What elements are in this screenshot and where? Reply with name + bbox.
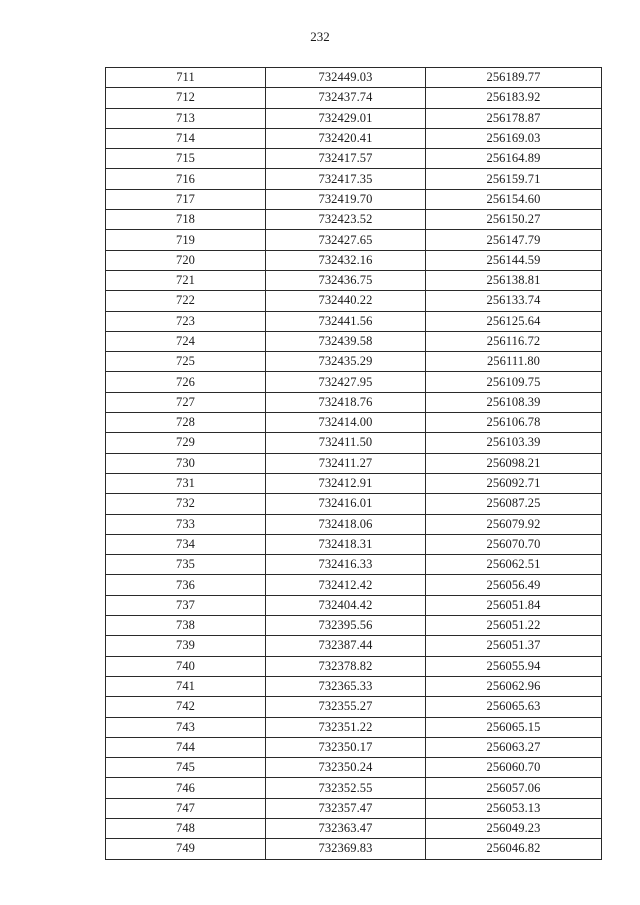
y-coordinate-cell: 256138.81: [426, 270, 602, 290]
point-number-cell: 712: [106, 88, 266, 108]
y-coordinate-cell: 256154.60: [426, 189, 602, 209]
point-number-cell: 725: [106, 352, 266, 372]
y-coordinate-cell: 256150.27: [426, 210, 602, 230]
point-number-cell: 721: [106, 270, 266, 290]
y-coordinate-cell: 256092.71: [426, 473, 602, 493]
table-row: [106, 352, 602, 372]
y-coordinate-cell: 256063.27: [426, 737, 602, 757]
table-row: [106, 413, 602, 433]
point-number-cell: 730: [106, 453, 266, 473]
y-coordinate-cell: 256109.75: [426, 372, 602, 392]
y-coordinate-cell: 256116.72: [426, 331, 602, 351]
point-number-cell: 731: [106, 473, 266, 493]
x-coordinate-cell: 732411.50: [266, 433, 426, 453]
point-number-cell: 748: [106, 818, 266, 838]
table-row: [106, 88, 602, 108]
table-row: [106, 392, 602, 412]
x-coordinate-cell: 732423.52: [266, 210, 426, 230]
point-number-cell: 745: [106, 758, 266, 778]
table-row: [106, 575, 602, 595]
x-coordinate-cell: 732440.22: [266, 291, 426, 311]
x-coordinate-cell: 732412.91: [266, 473, 426, 493]
point-number-cell: 727: [106, 392, 266, 412]
point-number-cell: 732: [106, 494, 266, 514]
point-number-cell: 715: [106, 149, 266, 169]
table-row: [106, 189, 602, 209]
x-coordinate-cell: 732437.74: [266, 88, 426, 108]
table-row: [106, 697, 602, 717]
x-coordinate-cell: 732449.03: [266, 68, 426, 88]
y-coordinate-cell: 256051.22: [426, 616, 602, 636]
x-coordinate-cell: 732365.33: [266, 676, 426, 696]
point-number-cell: 714: [106, 128, 266, 148]
point-number-cell: 720: [106, 250, 266, 270]
y-coordinate-cell: 256053.13: [426, 798, 602, 818]
table-row: [106, 372, 602, 392]
point-number-cell: 733: [106, 514, 266, 534]
point-number-cell: 735: [106, 555, 266, 575]
point-number-cell: 746: [106, 778, 266, 798]
x-coordinate-cell: 732369.83: [266, 839, 426, 859]
y-coordinate-cell: 256169.03: [426, 128, 602, 148]
y-coordinate-cell: 256062.51: [426, 555, 602, 575]
point-number-cell: 711: [106, 68, 266, 88]
y-coordinate-cell: 256144.59: [426, 250, 602, 270]
table-row: [106, 818, 602, 838]
x-coordinate-cell: 732357.47: [266, 798, 426, 818]
point-number-cell: 713: [106, 108, 266, 128]
point-number-cell: 723: [106, 311, 266, 331]
table-row: [106, 514, 602, 534]
point-number-cell: 718: [106, 210, 266, 230]
x-coordinate-cell: 732439.58: [266, 331, 426, 351]
point-number-cell: 741: [106, 676, 266, 696]
x-coordinate-cell: 732350.17: [266, 737, 426, 757]
y-coordinate-cell: 256183.92: [426, 88, 602, 108]
coordinates-table-body: [106, 68, 602, 860]
x-coordinate-cell: 732432.16: [266, 250, 426, 270]
point-number-cell: 728: [106, 413, 266, 433]
y-coordinate-cell: 256056.49: [426, 575, 602, 595]
table-row: [106, 250, 602, 270]
table-row: [106, 169, 602, 189]
x-coordinate-cell: 732427.65: [266, 230, 426, 250]
point-number-cell: 740: [106, 656, 266, 676]
x-coordinate-cell: 732350.24: [266, 758, 426, 778]
y-coordinate-cell: 256057.06: [426, 778, 602, 798]
table-row: [106, 230, 602, 250]
y-coordinate-cell: 256060.70: [426, 758, 602, 778]
table-row: [106, 758, 602, 778]
point-number-cell: 739: [106, 636, 266, 656]
table-row: [106, 433, 602, 453]
table-row: [106, 453, 602, 473]
table-row: [106, 636, 602, 656]
y-coordinate-cell: 256065.15: [426, 717, 602, 737]
y-coordinate-cell: 256062.96: [426, 676, 602, 696]
y-coordinate-cell: 256051.84: [426, 595, 602, 615]
y-coordinate-cell: 256079.92: [426, 514, 602, 534]
y-coordinate-cell: 256070.70: [426, 534, 602, 554]
table-row: [106, 616, 602, 636]
table-row: [106, 798, 602, 818]
point-number-cell: 738: [106, 616, 266, 636]
y-coordinate-cell: 256178.87: [426, 108, 602, 128]
y-coordinate-cell: 256087.25: [426, 494, 602, 514]
x-coordinate-cell: 732419.70: [266, 189, 426, 209]
point-number-cell: 747: [106, 798, 266, 818]
x-coordinate-cell: 732429.01: [266, 108, 426, 128]
x-coordinate-cell: 732355.27: [266, 697, 426, 717]
point-number-cell: 743: [106, 717, 266, 737]
table-row: [106, 291, 602, 311]
x-coordinate-cell: 732387.44: [266, 636, 426, 656]
x-coordinate-cell: 732416.01: [266, 494, 426, 514]
point-number-cell: 719: [106, 230, 266, 250]
x-coordinate-cell: 732363.47: [266, 818, 426, 838]
table-row: [106, 331, 602, 351]
x-coordinate-cell: 732395.56: [266, 616, 426, 636]
y-coordinate-cell: 256065.63: [426, 697, 602, 717]
point-number-cell: 749: [106, 839, 266, 859]
y-coordinate-cell: 256055.94: [426, 656, 602, 676]
table-row: [106, 737, 602, 757]
x-coordinate-cell: 732352.55: [266, 778, 426, 798]
table-row: [106, 778, 602, 798]
x-coordinate-cell: 732417.57: [266, 149, 426, 169]
table-row: [106, 717, 602, 737]
point-number-cell: 726: [106, 372, 266, 392]
point-number-cell: 744: [106, 737, 266, 757]
x-coordinate-cell: 732435.29: [266, 352, 426, 372]
point-number-cell: 734: [106, 534, 266, 554]
y-coordinate-cell: 256103.39: [426, 433, 602, 453]
x-coordinate-cell: 732427.95: [266, 372, 426, 392]
x-coordinate-cell: 732412.42: [266, 575, 426, 595]
point-number-cell: 716: [106, 169, 266, 189]
table-row: [106, 839, 602, 859]
x-coordinate-cell: 732351.22: [266, 717, 426, 737]
x-coordinate-cell: 732436.75: [266, 270, 426, 290]
table-row: [106, 68, 602, 88]
x-coordinate-cell: 732418.76: [266, 392, 426, 412]
y-coordinate-cell: 256133.74: [426, 291, 602, 311]
table-row: [106, 149, 602, 169]
point-number-cell: 724: [106, 331, 266, 351]
y-coordinate-cell: 256049.23: [426, 818, 602, 838]
y-coordinate-cell: 256164.89: [426, 149, 602, 169]
y-coordinate-cell: 256051.37: [426, 636, 602, 656]
x-coordinate-cell: 732418.06: [266, 514, 426, 534]
table-row: [106, 555, 602, 575]
y-coordinate-cell: 256098.21: [426, 453, 602, 473]
y-coordinate-cell: 256189.77: [426, 68, 602, 88]
y-coordinate-cell: 256106.78: [426, 413, 602, 433]
table-row: [106, 128, 602, 148]
table-row: [106, 473, 602, 493]
table-row: [106, 656, 602, 676]
y-coordinate-cell: 256111.80: [426, 352, 602, 372]
coordinates-table: [105, 67, 602, 860]
table-row: [106, 595, 602, 615]
point-number-cell: 736: [106, 575, 266, 595]
y-coordinate-cell: 256125.64: [426, 311, 602, 331]
y-coordinate-cell: 256046.82: [426, 839, 602, 859]
x-coordinate-cell: 732404.42: [266, 595, 426, 615]
x-coordinate-cell: 732411.27: [266, 453, 426, 473]
table-row: [106, 108, 602, 128]
page-number: 232: [310, 29, 330, 44]
x-coordinate-cell: 732418.31: [266, 534, 426, 554]
y-coordinate-cell: 256108.39: [426, 392, 602, 412]
x-coordinate-cell: 732414.00: [266, 413, 426, 433]
point-number-cell: 737: [106, 595, 266, 615]
table-row: [106, 534, 602, 554]
table-row: [106, 311, 602, 331]
y-coordinate-cell: 256159.71: [426, 169, 602, 189]
point-number-cell: 729: [106, 433, 266, 453]
point-number-cell: 722: [106, 291, 266, 311]
x-coordinate-cell: 732441.56: [266, 311, 426, 331]
table-row: [106, 210, 602, 230]
x-coordinate-cell: 732416.33: [266, 555, 426, 575]
table-row: [106, 270, 602, 290]
table-row: [106, 676, 602, 696]
x-coordinate-cell: 732378.82: [266, 656, 426, 676]
x-coordinate-cell: 732420.41: [266, 128, 426, 148]
y-coordinate-cell: 256147.79: [426, 230, 602, 250]
table-row: [106, 494, 602, 514]
x-coordinate-cell: 732417.35: [266, 169, 426, 189]
point-number-cell: 717: [106, 189, 266, 209]
point-number-cell: 742: [106, 697, 266, 717]
